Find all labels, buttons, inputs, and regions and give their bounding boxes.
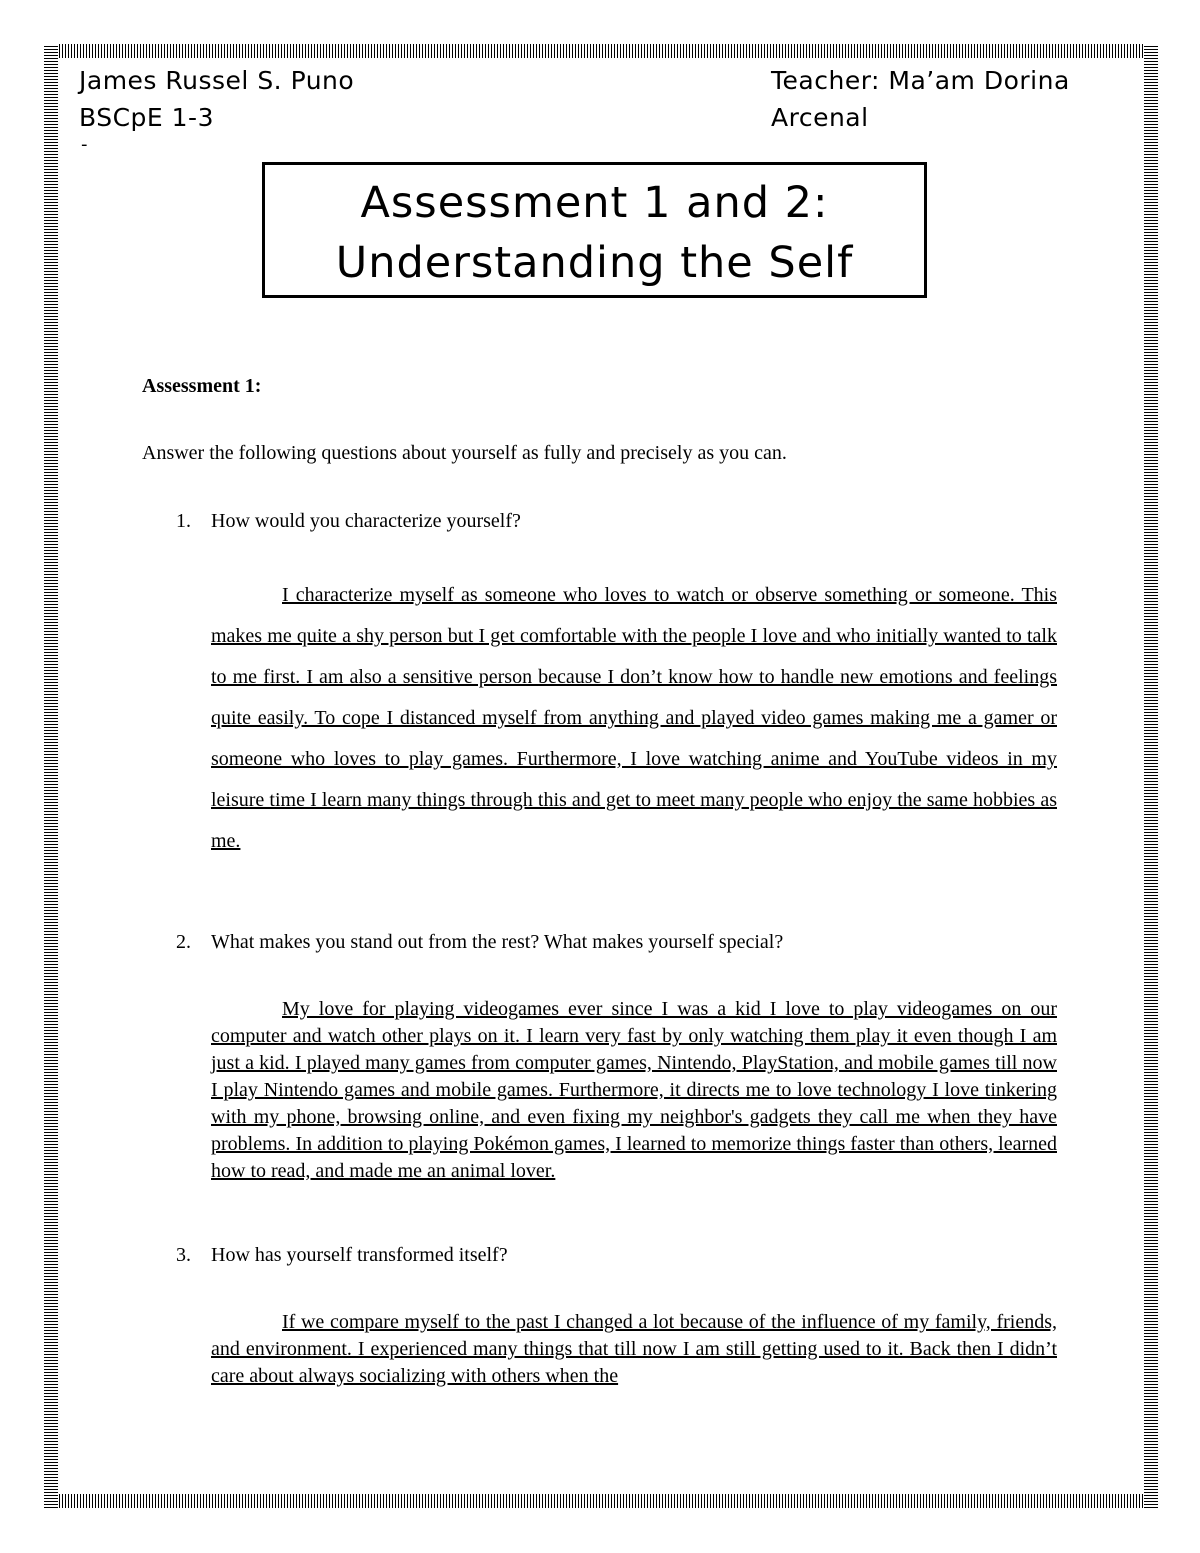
question-2-number: 2. (176, 931, 191, 953)
question-2-text: What makes you stand out from the rest? What makes yourself special? (211, 931, 784, 953)
title-line-1: Assessment 1 and 2: (360, 178, 829, 228)
teacher-line-1: Teacher: Ma’am Dorina (771, 66, 1070, 95)
answer-3: If we compare myself to the past I changed a lot because of the influence of my family, friends, and environment. I experienced many things that till now I am still getting used to it. Back then I didn’t care about always socializing with others when the (211, 1311, 1057, 1387)
answer-2: My love for playing videogames ever since I was a kid I love to play videogames on our computer and watch other plays on it. I learn very fast by only watching them play it even though I am just a kid. I played many games from computer games, Nintendo, PlayStation, and mobile games till now I play Nintendo games and mobile games. Furthermore, it directs me to love technology I love tinkering with my phone, browsing online, and even fixing my neighbor's gadgets they call me when they have problems. In addition to playing Pokémon games, I learned to memorize things faster than others, learned how to read, and made me an animal lover. (211, 998, 1057, 1182)
question-1-number: 1. (176, 510, 191, 532)
teacher-line-2: Arcenal (771, 103, 869, 132)
student-section: BSCpE 1-3 (79, 103, 214, 132)
page-border-top (44, 44, 1158, 58)
instructions: Answer the following questions about yourself as fully and precisely as you can. (142, 442, 787, 464)
question-3-number: 3. (176, 1244, 191, 1266)
header-dash: - (81, 134, 88, 155)
page-border-right (1144, 44, 1158, 1508)
question-1-text: How would you characterize yourself? (211, 510, 521, 532)
title-box (262, 162, 927, 298)
title-line-2: Understanding the Self (335, 238, 854, 288)
question-3-text: How has yourself transformed itself? (211, 1244, 508, 1266)
page-border-left (44, 44, 58, 1508)
student-name: James Russel S. Puno (79, 66, 355, 95)
answer-1: I characterize myself as someone who loves to watch or observe something or someone. This makes me quite a shy person but I get comfortable with the people I love and who initially wanted to talk to me first. I am also a sensitive person because I don’t know how to handle new emotions and feelings quite easily. To cope I distanced myself from anything and played video games making me a gamer or someone who loves to play games. Furthermore, I love watching anime and YouTube videos in my leisure time I learn many things through this and get to meet many people who enjoy the same hobbies as me. (211, 584, 1057, 852)
assessment-heading: Assessment 1: (142, 375, 262, 397)
page-border-bottom (44, 1494, 1158, 1508)
student-info (79, 62, 354, 136)
teacher-info (771, 62, 1070, 136)
